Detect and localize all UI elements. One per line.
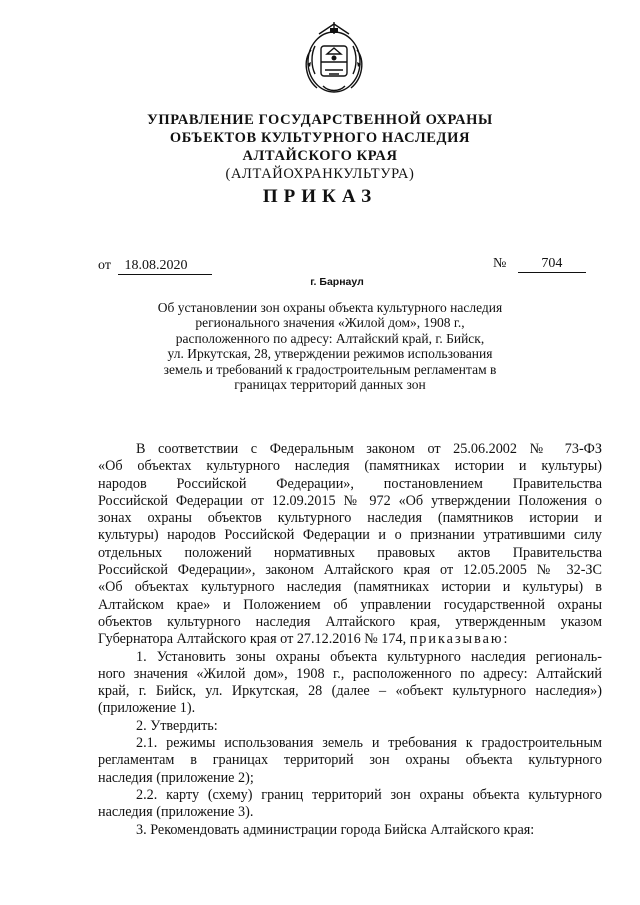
body-line: край, г. Бийск, ул. Иркутская, 28 (далее – «объект культурного наследия») xyxy=(98,683,602,700)
body-line: 2. Утвердить: xyxy=(136,717,218,734)
order-keyword: приказываю: xyxy=(409,631,510,648)
order-title xyxy=(120,300,540,392)
body-line: культуры) народов Российской Федерации и о признании утратившими силу xyxy=(98,527,602,544)
body-line: наследия (приложение 2); xyxy=(98,769,254,786)
document-number xyxy=(493,256,586,273)
body-line: отдельных положений нормативных правовых актов Правительства xyxy=(98,544,602,561)
body-line: (приложение 1). xyxy=(98,700,196,717)
body-line: народов Российской Федерации», постановлением Правительства xyxy=(98,475,602,492)
body-line: Алтайском крае» и Положением об управлении государственной охраны xyxy=(98,596,602,613)
org-short-name: (АЛТАЙОХРАНКУЛЬТУРА) xyxy=(225,166,415,182)
body-line: Российской Федерации от 12.09.2015 № 972 «Об утверждении Положения о xyxy=(98,492,602,509)
title-line: Об установлении зон охраны объекта культурного наследия xyxy=(157,300,503,315)
body-line: регламентам в границах территорий зон охраны объекта культурного xyxy=(98,752,602,769)
document-date xyxy=(98,258,212,275)
body-line: В соответствии с Федеральным законом от 25.06.2002 № 73-ФЗ xyxy=(136,441,602,457)
body-line: 1. Установить зоны охраны объекта культурного наследия региональ- xyxy=(136,648,602,665)
title-line: ул. Иркутская, 28, утверждении режимов использования xyxy=(167,346,493,362)
body-line xyxy=(98,631,602,648)
org-line-1: УПРАВЛЕНИЕ ГОСУДАРСТВЕННОЙ ОХРАНЫ xyxy=(147,112,493,128)
body-text: Губернатора Алтайского края от 27.12.2016 № 174, xyxy=(98,631,407,648)
body-line: объектов культурного наследия Алтайского края, утвержденным указом xyxy=(98,613,602,630)
body-line: 2.1. режимы использования земель и требования к градостроительным xyxy=(136,735,602,752)
body-line: Российской Федерации», законом Алтайского края от 12.05.2005 № 32-ЗС xyxy=(98,562,602,579)
body-line: 3. Рекомендовать администрации города Бийска Алтайского края: xyxy=(136,821,535,838)
number-value: 704 xyxy=(518,256,586,273)
organization-name xyxy=(0,111,640,183)
body-line: ного значения «Жилой дом», 1908 г., расположенного по адресу: Алтайский xyxy=(98,665,602,682)
title-line: расположенного по адресу: Алтайский край, г. Бийск, xyxy=(175,330,485,346)
date-prefix: от xyxy=(98,258,111,273)
date-value: 18.08.2020 xyxy=(118,258,212,275)
body-line: 2.2. карту (схему) границ территорий зон охраны объекта культурного xyxy=(136,786,602,803)
coat-of-arms-emblem xyxy=(297,20,371,98)
number-prefix: № xyxy=(493,256,507,271)
order-body xyxy=(98,441,602,839)
body-line: «Об объектах культурного наследия (памятниках истории и культуры) в xyxy=(98,579,602,596)
body-line: наследия (приложение 3). xyxy=(98,804,254,821)
org-line-2: ОБЪЕКТОВ КУЛЬТУРНОГО НАСЛЕДИЯ xyxy=(169,130,471,146)
document-type-title: ПРИКАЗ xyxy=(262,186,378,207)
body-line: «Об объектах культурного наследия (памятниках истории и культуры) xyxy=(98,458,602,475)
title-line: земель и требований к градостроительным регламентам в xyxy=(163,361,497,377)
title-line: границах территорий данных зон xyxy=(234,377,426,393)
org-line-3: АЛТАЙСКОГО КРАЯ xyxy=(242,148,398,164)
body-line: зонах охраны объектов культурного наследия (памятников истории и xyxy=(98,510,602,527)
title-line: регионального значения «Жилой дом», 1908 г., xyxy=(195,315,465,331)
city-name: г. Барнаул xyxy=(310,276,364,288)
